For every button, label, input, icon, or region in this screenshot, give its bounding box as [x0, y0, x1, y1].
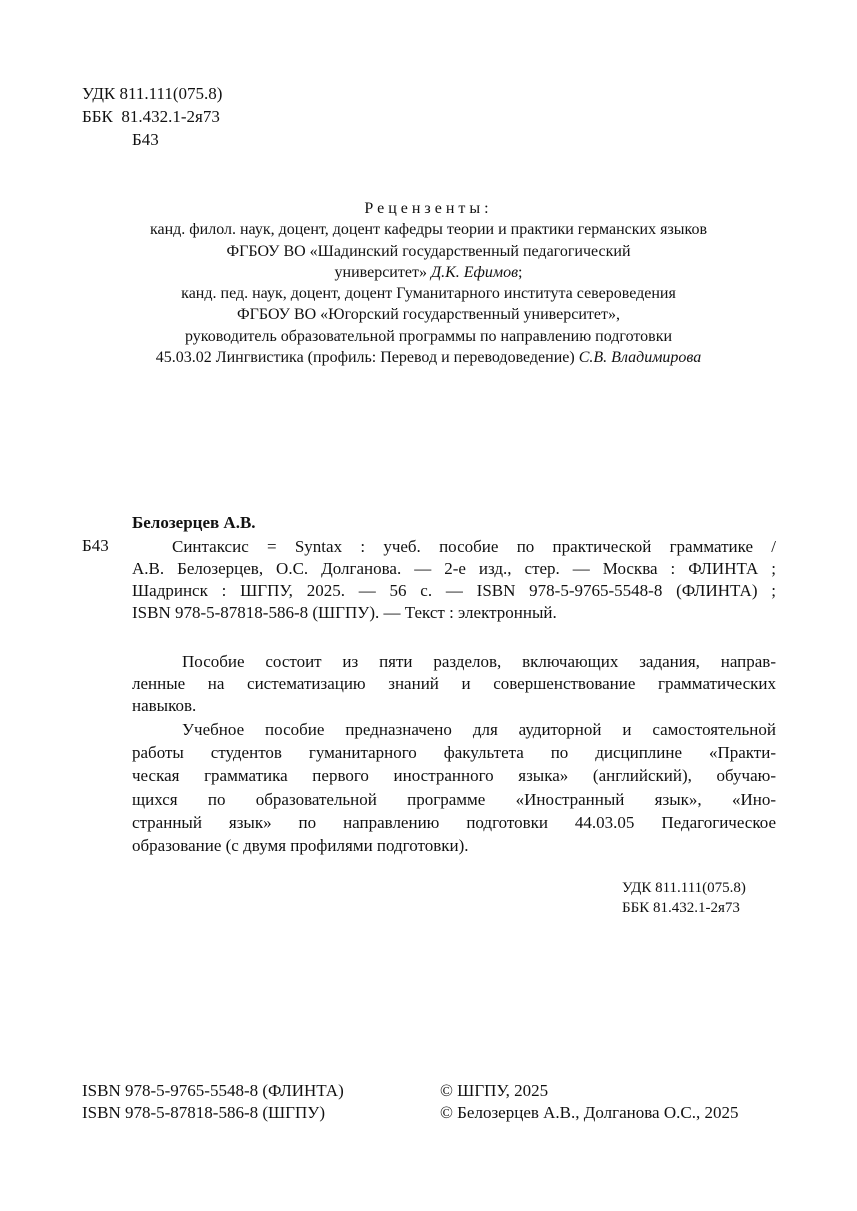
bbk-code: ББК 81.432.1-2я73	[82, 107, 220, 126]
reviewer-line	[0, 347, 857, 368]
copyright-authors: © Белозерцев А.В., Долганова О.С., 2025	[440, 1103, 739, 1122]
reviewer-punct: ;	[518, 263, 523, 281]
book-author: Белозерцев А.В.	[132, 513, 256, 532]
reviewer-name: С.В. Владимирова	[578, 349, 702, 367]
copyright-shgpu: © ШГПУ, 2025	[440, 1081, 549, 1100]
reviewer-line: канд. филол. наук, доцент, доцент кафедры теории и практики германских языков	[149, 221, 708, 239]
annotation-line: ческая грамматика первого иностранного языка» (английский), обучаю-	[132, 766, 776, 785]
annotation-line: щихся по образовательной программе «Иностранный язык», «Ино-	[132, 790, 776, 809]
reviewer-line	[0, 262, 857, 283]
isbn-shgpu: ISBN 978-5-87818-586-8 (ШГПУ)	[82, 1103, 325, 1122]
classification-block	[82, 82, 222, 151]
annotation-line: ленные на систематизацию знаний и совершенствование грамматических	[132, 674, 776, 693]
reviewer-line: ФГБОУ ВО «Шадинский государственный педагогический	[226, 242, 631, 260]
annotation-line: работы студентов гуманитарного факультета по дисциплине «Практи-	[132, 743, 776, 762]
reviewer-line: ФГБОУ ВО «Югорский государственный университет»,	[236, 306, 620, 324]
reviewers-heading: Рецензенты:	[364, 200, 493, 217]
bibliography-line: Шадринск : ШГПУ, 2025. — 56 с. — ISBN 978-5-9765-5548-8 (ФЛИНТА) ;	[132, 581, 776, 600]
index-block	[622, 878, 746, 918]
isbn-flinta: ISBN 978-5-9765-5548-8 (ФЛИНТА)	[82, 1081, 344, 1100]
bibliography-line: ISBN 978-5-87818-586-8 (ШГПУ). — Текст : электронный.	[132, 603, 557, 622]
reviewer-line: канд. пед. наук, доцент, доцент Гуманитарного института североведения	[181, 285, 676, 303]
isbn-block	[82, 1080, 344, 1124]
annotation-line: Учебное пособие предназначено для аудиторной и самостоятельной	[182, 720, 776, 739]
reviewer-program: 45.03.02 Лингвистика (профиль: Перевод и переводоведение)	[155, 349, 575, 367]
annotation-line: Пособие состоит из пяти разделов, включающих задания, направ-	[182, 652, 776, 671]
bibliography-line: А.В. Белозерцев, О.С. Долганова. — 2-е изд., стер. — Москва : ФЛИНТА ;	[132, 559, 776, 578]
udk-code: УДК 811.111(075.8)	[82, 84, 223, 103]
reviewers-block	[0, 198, 857, 368]
author-mark: Б43	[132, 130, 159, 149]
index-bbk: ББК 81.432.1-2я73	[622, 900, 740, 916]
bibliography-mark: Б43	[82, 536, 109, 555]
reviewer-org: университет»	[334, 263, 427, 281]
reviewer-line: руководитель образовательной программы по направлению подготовки	[184, 327, 673, 345]
bibliography-line: Синтаксис = Syntax : учеб. пособие по практической грамматике /	[172, 537, 776, 556]
annotation-line: странный язык» по направлению подготовки 44.03.05 Педагогическое	[132, 813, 776, 832]
annotation-line: образование (с двумя профилями подготовки).	[132, 836, 469, 855]
annotation-line: навыков.	[132, 696, 197, 715]
index-udk: УДК 811.111(075.8)	[622, 880, 746, 896]
reviewer-name: Д.К. Ефимов	[430, 263, 519, 281]
copyright-block	[440, 1080, 738, 1124]
